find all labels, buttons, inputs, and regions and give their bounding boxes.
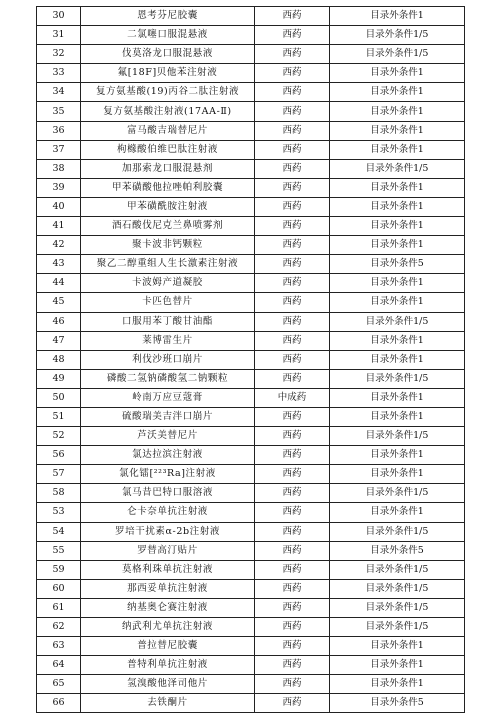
drug-type: 西药	[255, 293, 330, 312]
table-row	[37, 178, 465, 197]
row-number: 38	[37, 159, 81, 178]
drug-type: 西药	[255, 64, 330, 83]
row-number: 57	[37, 465, 81, 484]
table-row	[37, 7, 465, 26]
drug-name: 硫酸瑞美吉泮口崩片	[81, 407, 255, 426]
table-row	[37, 331, 465, 350]
usage-condition: 目录外条件1	[330, 274, 465, 293]
usage-condition: 目录外条件1	[330, 637, 465, 656]
usage-condition: 目录外条件1/5	[330, 159, 465, 178]
row-number: 55	[37, 541, 81, 560]
drug-type: 西药	[255, 7, 330, 26]
drug-name: 甲苯磺酰胺注射液	[81, 197, 255, 216]
usage-condition: 目录外条件5	[330, 255, 465, 274]
drug-type: 西药	[255, 140, 330, 159]
table-row	[37, 236, 465, 255]
row-number: 49	[37, 369, 81, 388]
drug-name: 氯达拉滨注射液	[81, 446, 255, 465]
usage-condition: 目录外条件1	[330, 178, 465, 197]
table-row	[37, 159, 465, 178]
drug-type: 西药	[255, 102, 330, 121]
drug-name: 口服用苯丁酸甘油酯	[81, 312, 255, 331]
row-number: 56	[37, 446, 81, 465]
drug-type: 西药	[255, 694, 330, 713]
table-row	[37, 83, 465, 102]
row-number: 53	[37, 503, 81, 522]
drug-name: 枸橼酸伯维巴肽注射液	[81, 140, 255, 159]
drug-type: 西药	[255, 45, 330, 64]
drug-type: 西药	[255, 159, 330, 178]
row-number: 39	[37, 178, 81, 197]
table-row	[37, 388, 465, 407]
drug-type: 西药	[255, 26, 330, 45]
drug-name: 卡波姆产道凝胶	[81, 274, 255, 293]
table-row	[37, 26, 465, 45]
row-number: 65	[37, 675, 81, 694]
table-row	[37, 407, 465, 426]
drug-type: 西药	[255, 83, 330, 102]
usage-condition: 目录外条件1/5	[330, 369, 465, 388]
row-number: 52	[37, 427, 81, 446]
drug-type: 西药	[255, 618, 330, 637]
row-number: 44	[37, 274, 81, 293]
drug-name: 纳基奥仑赛注射液	[81, 598, 255, 617]
table-row	[37, 350, 465, 369]
row-number: 41	[37, 217, 81, 236]
drug-type: 西药	[255, 446, 330, 465]
usage-condition: 目录外条件1	[330, 121, 465, 140]
row-number: 62	[37, 618, 81, 637]
drug-name: 甲苯磺酸他拉唑帕利胶囊	[81, 178, 255, 197]
drug-name: 岭南万应豆蔻膏	[81, 388, 255, 407]
drug-type: 西药	[255, 217, 330, 236]
drug-name: 恩考芬尼胶囊	[81, 7, 255, 26]
drug-name: 那西妥单抗注射液	[81, 579, 255, 598]
drug-type: 西药	[255, 407, 330, 426]
drug-type: 西药	[255, 637, 330, 656]
usage-condition: 目录外条件1	[330, 64, 465, 83]
drug-name: 聚乙二醇重组人生长激素注射液	[81, 255, 255, 274]
table-row	[37, 121, 465, 140]
drug-name: 二氯噻口服混悬液	[81, 26, 255, 45]
usage-condition: 目录外条件1	[330, 388, 465, 407]
table-row	[37, 293, 465, 312]
table-row	[37, 637, 465, 656]
usage-condition: 目录外条件1/5	[330, 579, 465, 598]
row-number: 54	[37, 522, 81, 541]
usage-condition: 目录外条件1	[330, 293, 465, 312]
usage-condition: 目录外条件5	[330, 541, 465, 560]
usage-condition: 目录外条件1	[330, 407, 465, 426]
drug-type: 西药	[255, 656, 330, 675]
table-row	[37, 522, 465, 541]
drug-type: 西药	[255, 274, 330, 293]
drug-type: 西药	[255, 503, 330, 522]
drug-type: 西药	[255, 541, 330, 560]
drug-name: 复方氨基酸(19)丙谷二肽注射液	[81, 83, 255, 102]
row-number: 47	[37, 331, 81, 350]
table-row	[37, 675, 465, 694]
usage-condition: 目录外条件1/5	[330, 522, 465, 541]
usage-condition: 目录外条件1	[330, 656, 465, 675]
table-row	[37, 503, 465, 522]
drug-name: 卡匹色替片	[81, 293, 255, 312]
drug-name: 氯化镭[²²³Ra]注射液	[81, 465, 255, 484]
usage-condition: 目录外条件1	[330, 83, 465, 102]
table-row	[37, 598, 465, 617]
usage-condition: 目录外条件1/5	[330, 598, 465, 617]
table-row	[37, 45, 465, 64]
drug-list-table	[36, 6, 465, 713]
table-row	[37, 64, 465, 83]
drug-type: 西药	[255, 197, 330, 216]
drug-type: 西药	[255, 675, 330, 694]
drug-name: 复方氨基酸注射液(17AA-Ⅱ)	[81, 102, 255, 121]
row-number: 42	[37, 236, 81, 255]
table-row	[37, 656, 465, 675]
usage-condition: 目录外条件1/5	[330, 484, 465, 503]
usage-condition: 目录外条件5	[330, 694, 465, 713]
drug-type: 西药	[255, 484, 330, 503]
row-number: 60	[37, 579, 81, 598]
row-number: 36	[37, 121, 81, 140]
row-number: 33	[37, 64, 81, 83]
usage-condition: 目录外条件1/5	[330, 26, 465, 45]
drug-type: 西药	[255, 579, 330, 598]
table-row	[37, 369, 465, 388]
row-number: 30	[37, 7, 81, 26]
drug-type: 西药	[255, 369, 330, 388]
drug-type: 西药	[255, 465, 330, 484]
usage-condition: 目录外条件1	[330, 331, 465, 350]
drug-type: 中成药	[255, 388, 330, 407]
row-number: 59	[37, 560, 81, 579]
drug-name: 去铁酮片	[81, 694, 255, 713]
table-row	[37, 197, 465, 216]
drug-type: 西药	[255, 331, 330, 350]
usage-condition: 目录外条件1/5	[330, 618, 465, 637]
row-number: 51	[37, 407, 81, 426]
usage-condition: 目录外条件1	[330, 217, 465, 236]
drug-name: 磷酸二氢钠磷酸氢二钠颗粒	[81, 369, 255, 388]
drug-name: 氟[18F]贝他苯注射液	[81, 64, 255, 83]
row-number: 50	[37, 388, 81, 407]
table-row	[37, 274, 465, 293]
row-number: 37	[37, 140, 81, 159]
drug-type: 西药	[255, 598, 330, 617]
table-row	[37, 694, 465, 713]
drug-type: 西药	[255, 255, 330, 274]
drug-name: 罗替高汀贴片	[81, 541, 255, 560]
drug-name: 氯马昔巴特口服溶液	[81, 484, 255, 503]
table-row	[37, 618, 465, 637]
usage-condition: 目录外条件1	[330, 675, 465, 694]
table-row	[37, 446, 465, 465]
table-row	[37, 541, 465, 560]
row-number: 32	[37, 45, 81, 64]
drug-name: 普特利单抗注射液	[81, 656, 255, 675]
row-number: 35	[37, 102, 81, 121]
table-row	[37, 312, 465, 331]
row-number: 34	[37, 83, 81, 102]
drug-name: 聚卡波非钙颗粒	[81, 236, 255, 255]
usage-condition: 目录外条件1	[330, 140, 465, 159]
drug-name: 氢溴酸他泽司他片	[81, 675, 255, 694]
drug-name: 莫格利珠单抗注射液	[81, 560, 255, 579]
row-number: 63	[37, 637, 81, 656]
table-row	[37, 560, 465, 579]
drug-name: 仑卡奈单抗注射液	[81, 503, 255, 522]
drug-name: 利伐沙班口崩片	[81, 350, 255, 369]
row-number: 61	[37, 598, 81, 617]
usage-condition: 目录外条件1	[330, 236, 465, 255]
table-row	[37, 465, 465, 484]
drug-name: 芦沃美替尼片	[81, 427, 255, 446]
usage-condition: 目录外条件1	[330, 350, 465, 369]
drug-type: 西药	[255, 522, 330, 541]
row-number: 66	[37, 694, 81, 713]
usage-condition: 目录外条件1	[330, 102, 465, 121]
drug-type: 西药	[255, 236, 330, 255]
table-row	[37, 102, 465, 121]
drug-name: 莱博雷生片	[81, 331, 255, 350]
drug-name: 酒石酸伐尼克兰鼻喷雾剂	[81, 217, 255, 236]
table-row	[37, 255, 465, 274]
usage-condition: 目录外条件1	[330, 7, 465, 26]
row-number: 31	[37, 26, 81, 45]
drug-type: 西药	[255, 178, 330, 197]
table-body	[37, 7, 465, 713]
drug-name: 罗培干扰素α-2b注射液	[81, 522, 255, 541]
table-row	[37, 484, 465, 503]
drug-name: 富马酸吉瑞替尼片	[81, 121, 255, 140]
row-number: 58	[37, 484, 81, 503]
usage-condition: 目录外条件1/5	[330, 312, 465, 331]
row-number: 40	[37, 197, 81, 216]
usage-condition: 目录外条件1/5	[330, 560, 465, 579]
row-number: 64	[37, 656, 81, 675]
drug-type: 西药	[255, 350, 330, 369]
row-number: 46	[37, 312, 81, 331]
drug-type: 西药	[255, 427, 330, 446]
drug-type: 西药	[255, 560, 330, 579]
table-row	[37, 579, 465, 598]
usage-condition: 目录外条件1	[330, 503, 465, 522]
drug-name: 加那索龙口服混悬剂	[81, 159, 255, 178]
row-number: 45	[37, 293, 81, 312]
usage-condition: 目录外条件1/5	[330, 427, 465, 446]
drug-type: 西药	[255, 121, 330, 140]
table-row	[37, 140, 465, 159]
usage-condition: 目录外条件1	[330, 197, 465, 216]
row-number: 43	[37, 255, 81, 274]
drug-name: 伐莫洛龙口服混悬液	[81, 45, 255, 64]
drug-type: 西药	[255, 312, 330, 331]
usage-condition: 目录外条件1	[330, 446, 465, 465]
table-row	[37, 217, 465, 236]
drug-name: 普拉替尼胶囊	[81, 637, 255, 656]
table-row	[37, 427, 465, 446]
drug-name: 纳武利尤单抗注射液	[81, 618, 255, 637]
row-number: 48	[37, 350, 81, 369]
usage-condition: 目录外条件1/5	[330, 45, 465, 64]
usage-condition: 目录外条件1	[330, 465, 465, 484]
